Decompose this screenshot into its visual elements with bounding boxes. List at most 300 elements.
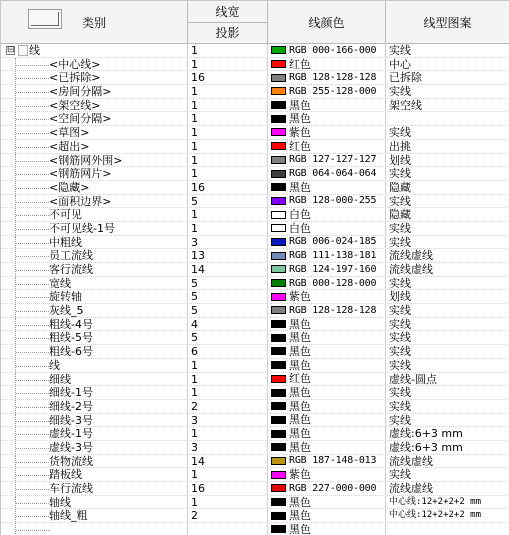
row-width-cell[interactable]: 3: [188, 236, 268, 249]
row-pattern-cell[interactable]: 实线: [386, 400, 509, 413]
root-pattern-cell[interactable]: 实线: [386, 44, 509, 57]
row-width-cell[interactable]: 5: [188, 331, 268, 344]
row-name-cell[interactable]: [1, 400, 188, 413]
table-row[interactable]: [1, 400, 509, 414]
color-swatch-icon: [271, 170, 286, 178]
row-name: <空间分隔>: [49, 112, 112, 126]
color-label: RGB 255-128-000: [289, 85, 377, 97]
color-label: RGB 006-024-185: [289, 236, 377, 248]
row-name: <钢筋网片>: [49, 167, 112, 180]
row-width-cell[interactable]: 1: [188, 58, 268, 71]
color-label: RGB 064-064-064: [289, 168, 377, 180]
tree-connector: [16, 256, 49, 257]
row-width-cell[interactable]: 1: [188, 427, 268, 440]
row-width-cell[interactable]: 1: [188, 359, 268, 372]
row-width-cell[interactable]: 1: [188, 373, 268, 386]
row-pattern-cell[interactable]: 实线: [386, 126, 509, 139]
row-pattern-cell[interactable]: 实线: [386, 359, 509, 372]
row-width-cell[interactable]: 4: [188, 318, 268, 331]
color-swatch-icon: [271, 416, 286, 424]
color-swatch-icon: [271, 101, 286, 109]
color-swatch-icon: [271, 211, 286, 219]
tree-connector: [16, 489, 49, 490]
row-pattern-cell[interactable]: 实线: [386, 236, 509, 249]
row-width-cell[interactable]: 16: [188, 181, 268, 194]
row-name-cell[interactable]: [1, 373, 188, 386]
row-width-cell[interactable]: 16: [188, 482, 268, 495]
table-row[interactable]: [1, 427, 509, 441]
row-name-cell[interactable]: [1, 112, 188, 125]
row-name-cell[interactable]: [1, 414, 188, 427]
row-color-cell[interactable]: [268, 208, 386, 221]
tree-connector: [16, 297, 49, 298]
row-color-cell[interactable]: [268, 523, 386, 535]
table-row[interactable]: [1, 441, 509, 455]
row-pattern-cell[interactable]: 虚线:6+3 mm: [386, 441, 509, 454]
select-all-box[interactable]: [28, 9, 62, 29]
row-color-cell[interactable]: [268, 318, 386, 331]
tree-connector: [16, 284, 49, 285]
row-color-cell[interactable]: [268, 509, 386, 522]
row-name-cell[interactable]: [1, 277, 188, 290]
row-name-cell[interactable]: [1, 236, 188, 249]
header-line-color-label: 线颜色: [308, 15, 345, 30]
row-name-cell[interactable]: [1, 331, 188, 344]
table-row[interactable]: [1, 236, 509, 250]
row-name-cell[interactable]: [1, 154, 188, 167]
color-label: 黑色: [289, 331, 311, 345]
row-pattern-cell[interactable]: 实线: [386, 304, 509, 317]
color-label: 黑色: [289, 345, 311, 358]
row-name-cell[interactable]: [1, 208, 188, 221]
root-color-cell[interactable]: [268, 44, 386, 57]
color-swatch-icon: [271, 306, 286, 314]
row-name-cell[interactable]: [1, 195, 188, 208]
row-name: 货物流线: [49, 454, 93, 468]
row-pattern-cell[interactable]: 出挑: [386, 140, 509, 153]
tree-connector: [16, 133, 49, 134]
color-label: 黑色: [289, 440, 311, 454]
tree-connector: [16, 421, 49, 422]
color-label: RGB 000-128-000: [289, 277, 377, 289]
color-swatch-icon: [271, 265, 286, 273]
row-color-cell[interactable]: [268, 455, 386, 468]
row-width-cell[interactable]: 1: [188, 496, 268, 509]
row-pattern-cell[interactable]: 划线: [386, 290, 509, 303]
root-width-cell[interactable]: 1: [188, 44, 268, 57]
color-label: 紫色: [289, 126, 311, 139]
table-row[interactable]: [1, 126, 509, 140]
color-label: 黑色: [289, 180, 311, 194]
row-width-cell[interactable]: 1: [188, 167, 268, 180]
color-label: 黑色: [289, 523, 311, 535]
row-name-cell[interactable]: [1, 386, 188, 399]
row-name-cell[interactable]: [1, 427, 188, 440]
row-name-cell[interactable]: [1, 85, 188, 98]
row-width-cell[interactable]: 5: [188, 290, 268, 303]
table-row[interactable]: [1, 99, 509, 113]
row-width-cell[interactable]: 2: [188, 509, 268, 522]
row-width-cell[interactable]: 1: [188, 99, 268, 112]
table-row[interactable]: [1, 71, 509, 85]
tree-connector: [16, 462, 49, 463]
row-width-cell[interactable]: 6: [188, 345, 268, 358]
table-row[interactable]: [1, 496, 509, 510]
color-swatch-icon: [271, 389, 286, 397]
row-name: 轴线: [49, 495, 71, 509]
header-category[interactable]: [1, 1, 188, 44]
row-color-cell[interactable]: [268, 304, 386, 317]
rows-container: [1, 44, 509, 535]
color-swatch-icon: [271, 375, 286, 383]
root-label: 线: [29, 44, 40, 57]
table-row[interactable]: [1, 386, 509, 400]
row-name: 虚线-3号: [49, 440, 93, 454]
row-color-cell[interactable]: [268, 373, 386, 386]
table-row[interactable]: [1, 509, 509, 523]
color-swatch-icon: [271, 525, 286, 533]
color-swatch-icon: [271, 46, 286, 54]
tree-connector: [16, 270, 49, 271]
table-row[interactable]: [1, 277, 509, 291]
color-label: 黑色: [289, 358, 311, 372]
row-width-cell[interactable]: 14: [188, 455, 268, 468]
row-width-cell[interactable]: 1: [188, 222, 268, 235]
row-color-cell[interactable]: [268, 126, 386, 139]
color-swatch-icon: [271, 320, 286, 328]
row-width-cell[interactable]: 3: [188, 441, 268, 454]
color-swatch-icon: [271, 74, 286, 82]
collapse-toggle-icon[interactable]: ⊟: [7, 45, 15, 55]
color-swatch-icon: [271, 457, 286, 465]
row-width-cell[interactable]: [188, 523, 268, 535]
tree-connector: [16, 92, 49, 93]
tree-connector: [16, 243, 49, 244]
row-width-cell[interactable]: 1: [188, 386, 268, 399]
row-name: 旋转轴: [49, 290, 82, 304]
row-name: 灰线_5: [49, 304, 84, 317]
row-name-cell[interactable]: [1, 509, 188, 522]
header-line-color[interactable]: [268, 1, 386, 44]
row-pattern-cell[interactable]: 隐藏: [386, 208, 509, 221]
row-name: <面积边界>: [49, 194, 112, 208]
table-row[interactable]: [1, 331, 509, 345]
row-name-cell[interactable]: [1, 140, 188, 153]
table-row[interactable]: [1, 290, 509, 304]
row-color-cell[interactable]: [268, 277, 386, 290]
row-name-cell[interactable]: [1, 482, 188, 495]
color-swatch-icon: [271, 252, 286, 260]
row-name-cell[interactable]: [1, 58, 188, 71]
header-line-width[interactable]: [188, 1, 268, 44]
table-row[interactable]: [1, 154, 509, 168]
color-label: 白色: [289, 221, 311, 235]
row-name-cell[interactable]: [1, 222, 188, 235]
row-color-cell[interactable]: [268, 85, 386, 98]
row-width-cell[interactable]: 1: [188, 154, 268, 167]
row-pattern-cell[interactable]: 实线: [386, 318, 509, 331]
row-name-cell[interactable]: [1, 455, 188, 468]
row-width-cell[interactable]: 16: [188, 71, 268, 84]
row-color-cell[interactable]: [268, 468, 386, 481]
table-row[interactable]: [1, 414, 509, 428]
table-row[interactable]: [1, 208, 509, 222]
row-width-cell[interactable]: 2: [188, 400, 268, 413]
color-swatch-icon: [271, 347, 286, 355]
color-swatch-icon: [271, 142, 286, 150]
root-name-cell[interactable]: [1, 44, 188, 57]
tree-connector: [16, 78, 49, 79]
row-name-cell[interactable]: [1, 263, 188, 276]
row-width-cell[interactable]: 1: [188, 208, 268, 221]
row-color-cell[interactable]: [268, 167, 386, 180]
row-color-cell[interactable]: [268, 140, 386, 153]
row-pattern-cell[interactable]: 实线: [386, 468, 509, 481]
row-name: 中粗线: [49, 235, 82, 249]
tree-connector: [16, 147, 49, 148]
row-pattern-cell[interactable]: 实线: [386, 85, 509, 98]
table-row[interactable]: [1, 468, 509, 482]
color-label: 黑色: [289, 427, 311, 440]
row-width-cell[interactable]: 1: [188, 126, 268, 139]
table-row[interactable]: [1, 195, 509, 209]
row-color-cell[interactable]: [268, 331, 386, 344]
row-pattern-cell[interactable]: 流线虚线: [386, 249, 509, 262]
row-pattern-cell[interactable]: 中心线:12+2+2+2 mm: [386, 509, 509, 522]
row-pattern-cell[interactable]: 中心: [386, 58, 509, 71]
row-name: 员工流线: [49, 249, 93, 262]
tree-connector: [16, 229, 49, 230]
row-color-cell[interactable]: [268, 400, 386, 413]
row-width-cell[interactable]: 1: [188, 112, 268, 125]
row-name-cell[interactable]: [1, 359, 188, 372]
tree-connector: [16, 311, 49, 312]
table-row[interactable]: [1, 167, 509, 181]
row-pattern-cell[interactable]: 虚线-圆点: [386, 373, 509, 386]
row-pattern-cell[interactable]: 实线: [386, 386, 509, 399]
row-pattern-cell[interactable]: 实线: [386, 277, 509, 290]
color-swatch-icon: [271, 156, 286, 164]
row-name: 不可见线-1号: [49, 221, 115, 235]
row-name-cell[interactable]: [1, 290, 188, 303]
row-color-cell[interactable]: [268, 386, 386, 399]
row-name-cell[interactable]: [1, 468, 188, 481]
row-width-cell[interactable]: 14: [188, 263, 268, 276]
row-width-cell[interactable]: 1: [188, 85, 268, 98]
table-row[interactable]: [1, 181, 509, 195]
table-row[interactable]: [1, 249, 509, 263]
color-swatch-icon: [271, 224, 286, 232]
row-name: 宽线: [49, 276, 71, 290]
row-width-cell[interactable]: 5: [188, 195, 268, 208]
row-pattern-cell[interactable]: 实线: [386, 331, 509, 344]
tree-connector: [16, 516, 49, 517]
color-swatch-icon: [271, 443, 286, 451]
row-name-cell[interactable]: [1, 345, 188, 358]
row-name-cell[interactable]: [1, 441, 188, 454]
table-row[interactable]: [1, 318, 509, 332]
tree-connector: [16, 215, 49, 216]
row-name: 粗线-6号: [49, 345, 93, 358]
category-folder-icon: [18, 45, 28, 56]
color-label: 黑色: [289, 413, 311, 427]
table-row[interactable]: [1, 85, 509, 99]
color-swatch-icon: [271, 402, 286, 410]
color-label: RGB 227-000-000: [289, 482, 377, 494]
table-row[interactable]: [1, 523, 509, 535]
row-name-cell[interactable]: [1, 167, 188, 180]
row-name: 轴线_粗: [49, 509, 88, 523]
row-color-cell[interactable]: [268, 112, 386, 125]
color-label: RGB 128-128-128: [289, 72, 377, 84]
row-pattern-cell[interactable]: [386, 112, 509, 125]
row-pattern-cell[interactable]: 流线虚线: [386, 263, 509, 276]
tree-connector: [16, 434, 49, 435]
row-color-cell[interactable]: [268, 441, 386, 454]
table-row[interactable]: [1, 455, 509, 469]
row-name: 粗线-4号: [49, 317, 93, 331]
row-color-cell[interactable]: [268, 482, 386, 495]
row-color-cell[interactable]: [268, 71, 386, 84]
color-swatch-icon: [271, 361, 286, 369]
row-width-cell[interactable]: 5: [188, 277, 268, 290]
table-row[interactable]: [1, 482, 509, 496]
color-label: 黑色: [289, 112, 311, 126]
row-color-cell[interactable]: [268, 345, 386, 358]
color-label: 紫色: [289, 468, 311, 481]
tree-connector: [16, 338, 49, 339]
row-name-cell[interactable]: [1, 126, 188, 139]
row-name-cell[interactable]: [1, 71, 188, 84]
row-name: <已拆除>: [49, 71, 101, 85]
row-color-cell[interactable]: [268, 290, 386, 303]
row-name-cell[interactable]: [1, 304, 188, 317]
color-label: 白色: [289, 208, 311, 221]
tree-connector: [16, 174, 49, 175]
row-color-cell[interactable]: [268, 58, 386, 71]
row-color-cell[interactable]: [268, 496, 386, 509]
header-line-pattern[interactable]: [386, 1, 509, 44]
row-color-cell[interactable]: [268, 414, 386, 427]
row-pattern-cell[interactable]: 划线: [386, 154, 509, 167]
row-name: <草图>: [49, 126, 90, 139]
row-color-cell[interactable]: [268, 263, 386, 276]
row-name: 线: [49, 358, 60, 372]
table-row[interactable]: [1, 304, 509, 318]
table-row[interactable]: [1, 222, 509, 236]
row-pattern-cell[interactable]: 流线虚线: [386, 455, 509, 468]
row-color-cell[interactable]: [268, 249, 386, 262]
row-color-cell[interactable]: [268, 154, 386, 167]
color-swatch-icon: [271, 60, 286, 68]
table-row[interactable]: [1, 345, 509, 359]
header-projection-label: 投影: [215, 26, 240, 40]
color-label: 红色: [289, 57, 311, 71]
root-row[interactable]: [1, 44, 509, 58]
color-swatch-icon: [271, 512, 286, 520]
row-pattern-cell[interactable]: 架空线: [386, 99, 509, 112]
table-row[interactable]: [1, 359, 509, 373]
tree-connector: [16, 393, 49, 394]
row-color-cell[interactable]: [268, 427, 386, 440]
row-width-cell[interactable]: 1: [188, 468, 268, 481]
row-name-cell[interactable]: [1, 99, 188, 112]
tree-connector: [16, 188, 49, 189]
row-pattern-cell[interactable]: 中心线:12+2+2+2 mm: [386, 496, 509, 509]
color-swatch-icon: [271, 484, 286, 492]
row-name-cell[interactable]: [1, 523, 188, 535]
tree-connector: [16, 407, 49, 408]
color-swatch-icon: [271, 197, 286, 205]
row-name: <中心线>: [49, 57, 101, 71]
color-label: 黑色: [289, 98, 311, 112]
row-name-cell[interactable]: [1, 181, 188, 194]
row-name: 不可见: [49, 208, 82, 221]
header-category-label: 类别: [81, 15, 106, 30]
color-label: RGB 000-166-000: [289, 44, 377, 56]
table-row[interactable]: [1, 140, 509, 154]
color-swatch-icon: [271, 238, 286, 246]
color-label: RGB 128-000-255: [289, 195, 377, 207]
row-pattern-cell[interactable]: 实线: [386, 167, 509, 180]
row-name: 客行流线: [49, 263, 93, 276]
row-pattern-cell[interactable]: 隐藏: [386, 181, 509, 194]
color-swatch-icon: [271, 471, 286, 479]
row-name-cell[interactable]: [1, 496, 188, 509]
row-name: <架空线>: [49, 98, 101, 112]
color-swatch-icon: [271, 183, 286, 191]
color-swatch-icon: [271, 498, 286, 506]
color-label: RGB 128-128-128: [289, 304, 377, 316]
color-swatch-icon: [271, 87, 286, 95]
row-color-cell[interactable]: [268, 222, 386, 235]
color-label: 黑色: [289, 386, 311, 399]
tree-connector: [16, 119, 49, 120]
row-name: 粗线-5号: [49, 331, 93, 345]
header-line-pattern-label: 线型图案: [423, 15, 472, 30]
row-color-cell[interactable]: [268, 359, 386, 372]
tree-connector: [16, 202, 49, 203]
row-pattern-cell[interactable]: 实线: [386, 345, 509, 358]
table-row[interactable]: [1, 112, 509, 126]
row-width-cell[interactable]: 13: [188, 249, 268, 262]
row-pattern-cell[interactable]: 已拆除: [386, 71, 509, 84]
tree-line: [15, 523, 16, 535]
tree-connector: [16, 380, 49, 381]
color-label: 黑色: [289, 317, 311, 331]
row-pattern-cell[interactable]: 实线: [386, 195, 509, 208]
row-pattern-cell[interactable]: [386, 523, 509, 535]
color-swatch-icon: [271, 279, 286, 287]
row-width-cell[interactable]: 3: [188, 414, 268, 427]
row-pattern-cell[interactable]: 实线: [386, 414, 509, 427]
row-pattern-cell[interactable]: 虚线:6+3 mm: [386, 427, 509, 440]
table-row[interactable]: [1, 263, 509, 277]
tree-connector: [16, 448, 49, 449]
table-row[interactable]: [1, 58, 509, 72]
row-width-cell[interactable]: 1: [188, 140, 268, 153]
row-name-cell[interactable]: [1, 249, 188, 262]
table-row[interactable]: [1, 373, 509, 387]
row-pattern-cell[interactable]: 流线虚线: [386, 482, 509, 495]
row-name-cell[interactable]: [1, 318, 188, 331]
row-color-cell[interactable]: [268, 236, 386, 249]
row-color-cell[interactable]: [268, 181, 386, 194]
row-color-cell[interactable]: [268, 99, 386, 112]
row-width-cell[interactable]: 5: [188, 304, 268, 317]
row-pattern-cell[interactable]: 实线: [386, 222, 509, 235]
row-color-cell[interactable]: [268, 195, 386, 208]
